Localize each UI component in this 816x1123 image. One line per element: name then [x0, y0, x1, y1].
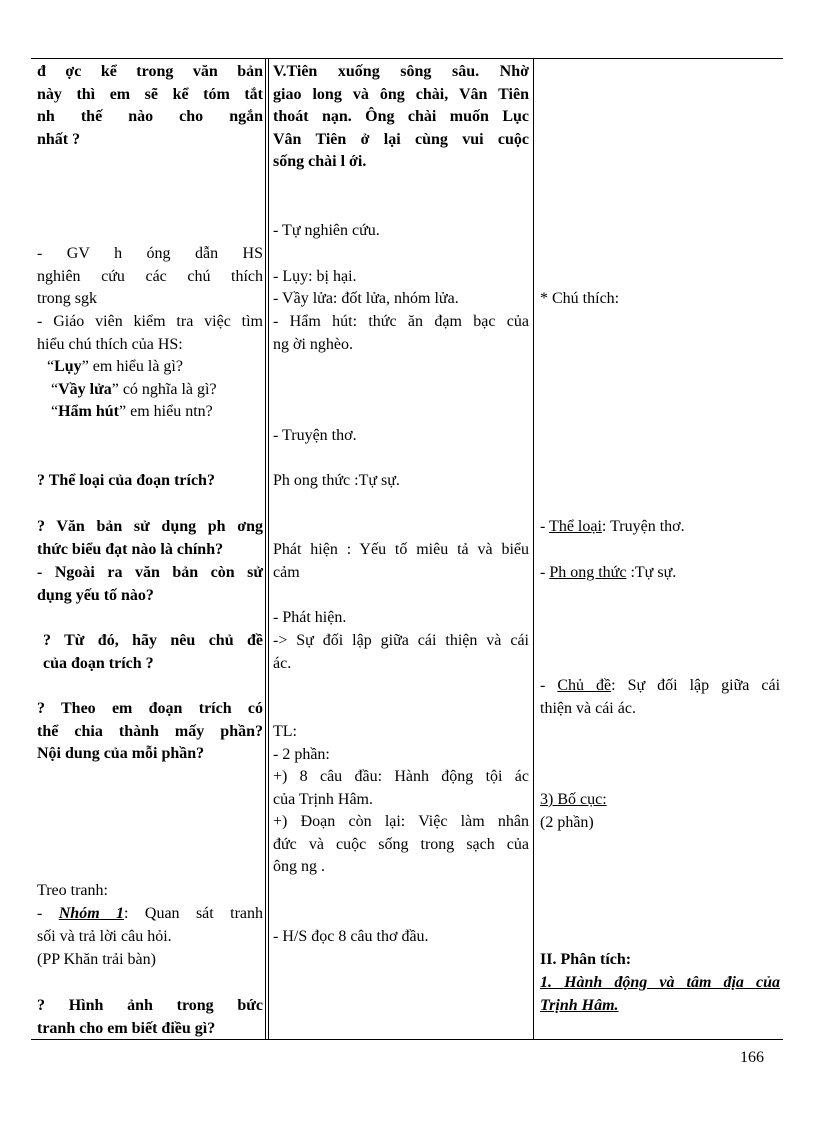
question-bo-cuc: ? Theo em đoạn trích có thể chia thành mấy phần? Nội dung của mỗi phần?	[37, 700, 263, 762]
answer-phuong-thuc: Ph ong thức :Tự sự.	[273, 472, 400, 489]
column-divider-2	[533, 59, 534, 1039]
chu-thich-label: * Chú thích:	[540, 290, 620, 307]
chu-de: - Chủ đề: Sự đối lập giữa cái thiện và cái ác.	[540, 677, 781, 717]
answer-doi-lap: -> Sự đối lập giữa cái thiện và cái ác.	[273, 632, 529, 672]
answer-bo-cuc: TL: - 2 phần: +) 8 câu đầu: Hành động tội ác của Trịnh Hâm. +) Đoạn còn lại: Việc làm nhân đức và cuộc sống trong sạch của ông ng .	[273, 723, 529, 875]
student-read: - H/S đọc 8 câu thơ đầu.	[273, 928, 429, 945]
section-heading-hanh-dong: 1. Hành động và tâm địa của Trịnh Hâm.	[540, 974, 780, 1014]
answer-truyen-tho: - Truyện thơ.	[273, 427, 357, 444]
bo-cuc: 3) Bố cục: (2 phần)	[540, 791, 607, 831]
def-ham-hut: - Hẩm hút: thức ăn đạm bạc của ng ời nghèo.	[273, 313, 529, 353]
the-loai: - Thể loại: Truyện thơ.	[540, 518, 685, 535]
question-vay-lua: “Vầy lửa” có nghĩa là gì?	[51, 381, 217, 398]
question-summary: đ ợc kể trong văn bản này thì em sẽ kể tóm tắt nh thế nào cho ngắn nhất ?	[37, 63, 263, 148]
question-yeu-to: - Ngoài ra văn bản còn sử dụng yếu tố nào?	[37, 564, 263, 604]
question-luy: “Lụy” em hiểu là gì?	[47, 358, 183, 375]
method-note: (PP Khăn trải bàn)	[37, 951, 156, 968]
lesson-plan-table	[31, 58, 783, 1040]
question-the-loai: ? Thể loại của đoạn trích?	[37, 472, 215, 489]
column-divider-1	[265, 59, 269, 1039]
section-heading-phan-tich: II. Phân tích:	[540, 951, 632, 968]
phuong-thuc: - Ph ong thức :Tự sự.	[540, 564, 677, 581]
group-1-task-cont: sối và trả lời câu hỏi.	[37, 928, 172, 945]
teacher-guide: - GV h óng dẫn HS nghiên cứu các chú thích trong sgk	[37, 245, 263, 307]
question-hinh-anh: ? Hình ảnh trong bức tranh cho em biết điều gì?	[37, 997, 263, 1037]
treo-tranh: Treo tranh:	[37, 882, 108, 899]
page-number: 166	[740, 1049, 764, 1066]
def-luy: - Lụy: bị hại.	[273, 268, 357, 285]
answer-phat-hien: - Phát hiện.	[273, 609, 347, 626]
story-summary: V.Tiên xuống sông sâu. Nhờ giao long và ông chài, Vân Tiên thoát nạn. Ông chài muốn Lục Vân Tiên ở lại cùng vui cuộc sống chài l ới.	[273, 63, 529, 170]
question-ham-hut: “Hẩm hút” em hiểu ntn?	[51, 403, 213, 420]
teacher-check: - Giáo viên kiểm tra việc tìm hiểu chú thích của HS:	[37, 313, 263, 353]
question-chu-de: ? Từ đó, hãy nêu chủ đề của đoạn trích ?	[43, 632, 263, 672]
def-vay-lua: - Vầy lửa: đốt lửa, nhóm lửa.	[273, 290, 459, 307]
self-study: - Tự nghiên cứu.	[273, 222, 380, 239]
group-1-task: - Nhóm 1: Quan sát tranh	[37, 905, 264, 922]
question-phuong-thuc: ? Văn bản sử dụng ph ơng thức biểu đạt nào là chính?	[37, 518, 263, 558]
answer-yeu-to: Phát hiện : Yếu tố miêu tả và biểu cảm	[273, 541, 529, 581]
